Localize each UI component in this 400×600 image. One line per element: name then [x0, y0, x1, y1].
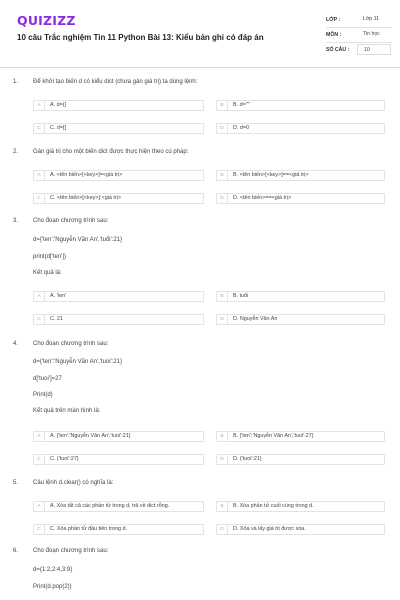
option-text: C. {'tuoi':27} — [50, 456, 79, 462]
question-code-line: d={'ten':'Nguyễn Văn An','tuổi':21} — [33, 237, 123, 243]
question-number: 6. — [13, 548, 19, 554]
option-text: B. d="" — [233, 102, 250, 108]
question-text: Câu lệnh d.clear() có nghĩa là: — [33, 480, 114, 486]
option-letter-badge: D — [217, 525, 228, 534]
question-code-line: d={1:2,2:4,3:9} — [33, 567, 73, 573]
page-title: 10 câu Trắc nghiệm Tin 11 Python Bài 13: Kiểu bản ghi có đáp án — [17, 33, 264, 42]
option-text: D. <tên biến>==<giá trị> — [233, 195, 292, 201]
answer-option-d[interactable] — [216, 193, 385, 204]
meta-divider — [326, 27, 392, 28]
option-letter-badge: C — [34, 124, 45, 133]
option-letter-badge: B — [217, 432, 228, 441]
question-number: 5. — [13, 480, 19, 486]
option-letter-badge: C — [34, 315, 45, 324]
question-text: Để khởi tạo biến d có kiểu dict (chưa gán giá trị) ta dùng lệnh: — [33, 79, 198, 85]
option-text: C. <tên biến>[<key>]:<giá trị> — [50, 195, 122, 201]
option-text: D. Nguyễn Văn An — [233, 316, 278, 322]
option-text: A. d={} — [50, 102, 67, 108]
answer-option-b[interactable] — [216, 170, 385, 181]
option-text: B. <tên biến>[<key>]==<giá trị> — [233, 172, 309, 178]
answer-option-b[interactable] — [216, 431, 385, 442]
answer-option-a[interactable] — [33, 170, 204, 181]
option-letter-badge: D — [217, 194, 228, 203]
class-value: Lớp 11 — [363, 16, 379, 22]
question-code-line: Print(d.pop(2)) — [33, 584, 72, 590]
option-text: A. 'ten' — [50, 293, 67, 299]
option-text: A. <tên biến>[<key>]=<giá trị> — [50, 172, 123, 178]
question-text: Gán giá trị cho một biến dict được thực hiện theo cú pháp: — [33, 149, 189, 155]
option-letter-badge: A — [34, 432, 45, 441]
option-text: A. {'ten':'Nguyễn Văn An','tuoi':21} — [50, 433, 131, 439]
option-letter-badge: A — [34, 171, 45, 180]
answer-option-b[interactable] — [216, 291, 385, 302]
answer-option-c[interactable] — [33, 193, 204, 204]
answer-option-c[interactable] — [33, 314, 204, 325]
subject-label: MÔN : — [326, 32, 342, 38]
question-code-line: d={'ten':'Nguyễn Văn An','tuoi':21} — [33, 359, 123, 365]
option-letter-badge: D — [217, 315, 228, 324]
meta-divider — [326, 42, 392, 43]
worksheet-header — [0, 0, 400, 70]
question-text: Cho đoạn chương trình sau: — [33, 218, 109, 224]
option-text: C. 21 — [50, 316, 63, 322]
option-text: B. Xóa phần tử cuối cùng trong d. — [233, 503, 314, 509]
answer-option-a[interactable] — [33, 100, 204, 111]
answer-option-d[interactable] — [216, 454, 385, 465]
answer-option-a[interactable] — [33, 501, 204, 512]
question-number: 4. — [13, 341, 19, 347]
question-number: 2. — [13, 149, 19, 155]
question-number: 1. — [13, 79, 19, 85]
option-text: C. d=[] — [50, 125, 67, 131]
option-text: B. {'ten':'Nguyễn Văn An','tuoi':27} — [233, 433, 314, 439]
option-letter-badge: A — [34, 502, 45, 511]
option-text: A. Xóa tất cả các phần tử trong d, trả về dict rỗng. — [50, 503, 170, 509]
option-letter-badge: B — [217, 292, 228, 301]
question-count-label: SỐ CÂU : — [326, 47, 350, 53]
answer-option-a[interactable] — [33, 431, 204, 442]
option-letter-badge: D — [217, 124, 228, 133]
option-text: D. {'tuoi':21} — [233, 456, 262, 462]
question-text: Cho đoạn chương trình sau: — [33, 548, 109, 554]
question-code-line: Print(d) — [33, 392, 53, 398]
option-letter-badge: A — [34, 292, 45, 301]
question-code-line: print(d['ten']) — [33, 254, 66, 260]
option-text: D. Xóa và lấy giá trị được xóa. — [233, 526, 306, 532]
answer-option-d[interactable] — [216, 123, 385, 134]
option-text: D. d=0 — [233, 125, 250, 131]
option-letter-badge: B — [217, 171, 228, 180]
option-letter-badge: B — [217, 101, 228, 110]
answer-option-c[interactable] — [33, 524, 204, 535]
option-text: C. Xóa phần tử đầu tiên trong d. — [50, 526, 128, 532]
option-letter-badge: C — [34, 455, 45, 464]
header-divider — [0, 67, 400, 68]
answer-option-b[interactable] — [216, 100, 385, 111]
option-text: B. tuổi — [233, 293, 249, 299]
option-letter-badge: D — [217, 455, 228, 464]
option-letter-badge: C — [34, 194, 45, 203]
option-letter-badge: C — [34, 525, 45, 534]
answer-option-b[interactable] — [216, 501, 385, 512]
option-letter-badge: B — [217, 502, 228, 511]
question-count-value: 10 — [357, 44, 391, 55]
class-label: LỚP : — [326, 17, 341, 23]
answer-option-c[interactable] — [33, 123, 204, 134]
question-code-line: Kết quả là: — [33, 270, 62, 276]
answer-option-c[interactable] — [33, 454, 204, 465]
answer-option-d[interactable] — [216, 314, 385, 325]
answer-option-d[interactable] — [216, 524, 385, 535]
quizizz-logo[interactable]: QUIZIZZ — [17, 13, 76, 28]
option-letter-badge: A — [34, 101, 45, 110]
subject-value: Tin học — [363, 31, 380, 37]
question-code-line: d['tuoi']=27 — [33, 376, 62, 382]
question-code-line: Kết quả trên màn hình là: — [33, 408, 101, 414]
question-text: Cho đoạn chương trình sau: — [33, 341, 109, 347]
answer-option-a[interactable] — [33, 291, 204, 302]
question-number: 3. — [13, 218, 19, 224]
